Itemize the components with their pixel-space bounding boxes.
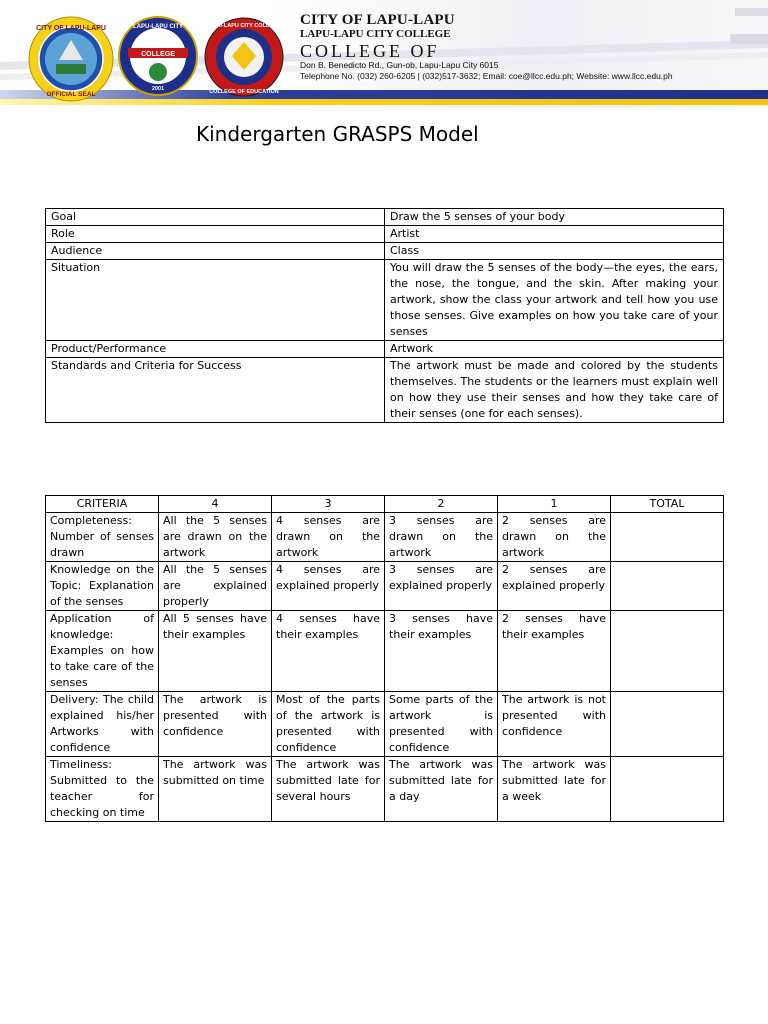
table-row [46, 209, 724, 226]
letterhead-city: CITY OF LAPU-LAPU [300, 12, 455, 28]
grasps-label: Role [46, 226, 385, 243]
rubric-table [45, 495, 724, 822]
rubric-criteria: Timeliness: Submitted to the teacher for checking on time [46, 757, 159, 822]
svg-text:LAPU-LAPU CITY COLLEGE: LAPU-LAPU CITY COLLEGE [207, 23, 281, 29]
rubric-cell-2: The artwork was submitted late for a day [385, 757, 498, 822]
rubric-cell-1: 2 senses have their examples [498, 611, 611, 692]
letterhead-yellow-band [0, 99, 768, 105]
rubric-header-row [46, 496, 724, 513]
rubric-cell-4: All 5 senses have their examples [159, 611, 272, 692]
svg-text:CITY OF LAPU-LAPU: CITY OF LAPU-LAPU [36, 25, 106, 32]
svg-text:OFFICIAL SEAL: OFFICIAL SEAL [46, 91, 96, 98]
letterhead-department: COLLEGE OF [300, 41, 440, 61]
rubric-cell-total [611, 562, 724, 611]
column-header-2: 2 [385, 496, 498, 513]
rubric-cell-4: The artwork was submitted on time [159, 757, 272, 822]
grasps-label: Standards and Criteria for Success [46, 358, 385, 423]
grasps-value: The artwork must be made and colored by the students themselves. The students or the learners must explain well on how they use their senses and how they take care of their senses (one for each senses). [385, 358, 724, 423]
table-row [46, 260, 724, 341]
letterhead-college: LAPU-LAPU CITY COLLEGE [300, 28, 451, 40]
rubric-criteria: Knowledge on the Topic: Explanation of the senses [46, 562, 159, 611]
college-seal [118, 14, 198, 98]
grasps-value: Artist [385, 226, 724, 243]
rubric-cell-2: 3 senses are drawn on the artwork [385, 513, 498, 562]
grasps-value: Class [385, 243, 724, 260]
rubric-criteria: Application of knowledge: Examples on how to take care of the senses [46, 611, 159, 692]
letterhead-contact: Telephone No. (032) 260-6205 | (032)517-3632; Email: coe@llcc.edu.ph; Website: www.llcc.edu.ph [300, 71, 673, 81]
table-row [46, 358, 724, 423]
rubric-cell-3: Most of the parts of the artwork is presented with confidence [272, 692, 385, 757]
table-row [46, 243, 724, 260]
city-official-seal [28, 16, 114, 102]
rubric-cell-total [611, 611, 724, 692]
grasps-label: Product/Performance [46, 341, 385, 358]
grasps-label: Goal [46, 209, 385, 226]
rubric-cell-2: 3 senses have their examples [385, 611, 498, 692]
college-of-education-seal [200, 16, 288, 98]
svg-text:LAPU-LAPU CITY: LAPU-LAPU CITY [133, 24, 183, 30]
grasps-label: Situation [46, 260, 385, 341]
letterhead-blue-band [0, 90, 768, 99]
column-header-3: 3 [272, 496, 385, 513]
rubric-cell-4: All the 5 senses are explained properly [159, 562, 272, 611]
rubric-cell-3: The artwork was submitted late for several hours [272, 757, 385, 822]
rubric-cell-4: The artwork is presented with confidence [159, 692, 272, 757]
table-row [46, 611, 724, 692]
rubric-cell-4: All the 5 senses are drawn on the artwork [159, 513, 272, 562]
rubric-cell-3: 4 senses are explained properly [272, 562, 385, 611]
svg-text:COLLEGE: COLLEGE [141, 51, 175, 58]
rubric-cell-2: 3 senses are explained properly [385, 562, 498, 611]
rubric-criteria: Delivery: The child explained his/her Artworks with confidence [46, 692, 159, 757]
grasps-value: Draw the 5 senses of your body [385, 209, 724, 226]
grasps-value: You will draw the 5 senses of the body—the eyes, the ears, the nose, the tongue, and the skin. After making your artwork, show the class your artwork and tell how you use those senses. Give examples on how you take care of your senses [385, 260, 724, 341]
letterhead-decoration-block [735, 8, 768, 16]
letterhead-decoration-block [730, 34, 768, 44]
rubric-cell-total [611, 692, 724, 757]
svg-text:COLLEGE OF EDUCATION: COLLEGE OF EDUCATION [209, 89, 279, 95]
rubric-cell-3: 4 senses have their examples [272, 611, 385, 692]
rubric-cell-total [611, 513, 724, 562]
page-title: Kindergarten GRASPS Model [196, 122, 479, 146]
column-header-1: 1 [498, 496, 611, 513]
rubric-cell-2: Some parts of the artwork is presented with confidence [385, 692, 498, 757]
column-header-total: TOTAL [611, 496, 724, 513]
table-row [46, 562, 724, 611]
letterhead-address: Don B. Benedicto Rd., Gun-ob, Lapu-Lapu City 6015 [300, 60, 499, 70]
grasps-label: Audience [46, 243, 385, 260]
rubric-cell-3: 4 senses are drawn on the artwork [272, 513, 385, 562]
column-header-criteria: CRITERIA [46, 496, 159, 513]
rubric-cell-1: The artwork was submitted late for a week [498, 757, 611, 822]
grasps-value: Artwork [385, 341, 724, 358]
table-row [46, 692, 724, 757]
rubric-cell-1: The artwork is not presented with confidence [498, 692, 611, 757]
rubric-cell-1: 2 senses are drawn on the artwork [498, 513, 611, 562]
svg-text:2001: 2001 [151, 86, 165, 92]
grasps-table [45, 208, 724, 423]
table-row [46, 757, 724, 822]
rubric-cell-total [611, 757, 724, 822]
column-header-4: 4 [159, 496, 272, 513]
rubric-criteria: Completeness: Number of senses drawn [46, 513, 159, 562]
table-row [46, 341, 724, 358]
rubric-cell-1: 2 senses are explained properly [498, 562, 611, 611]
table-row [46, 513, 724, 562]
table-row [46, 226, 724, 243]
